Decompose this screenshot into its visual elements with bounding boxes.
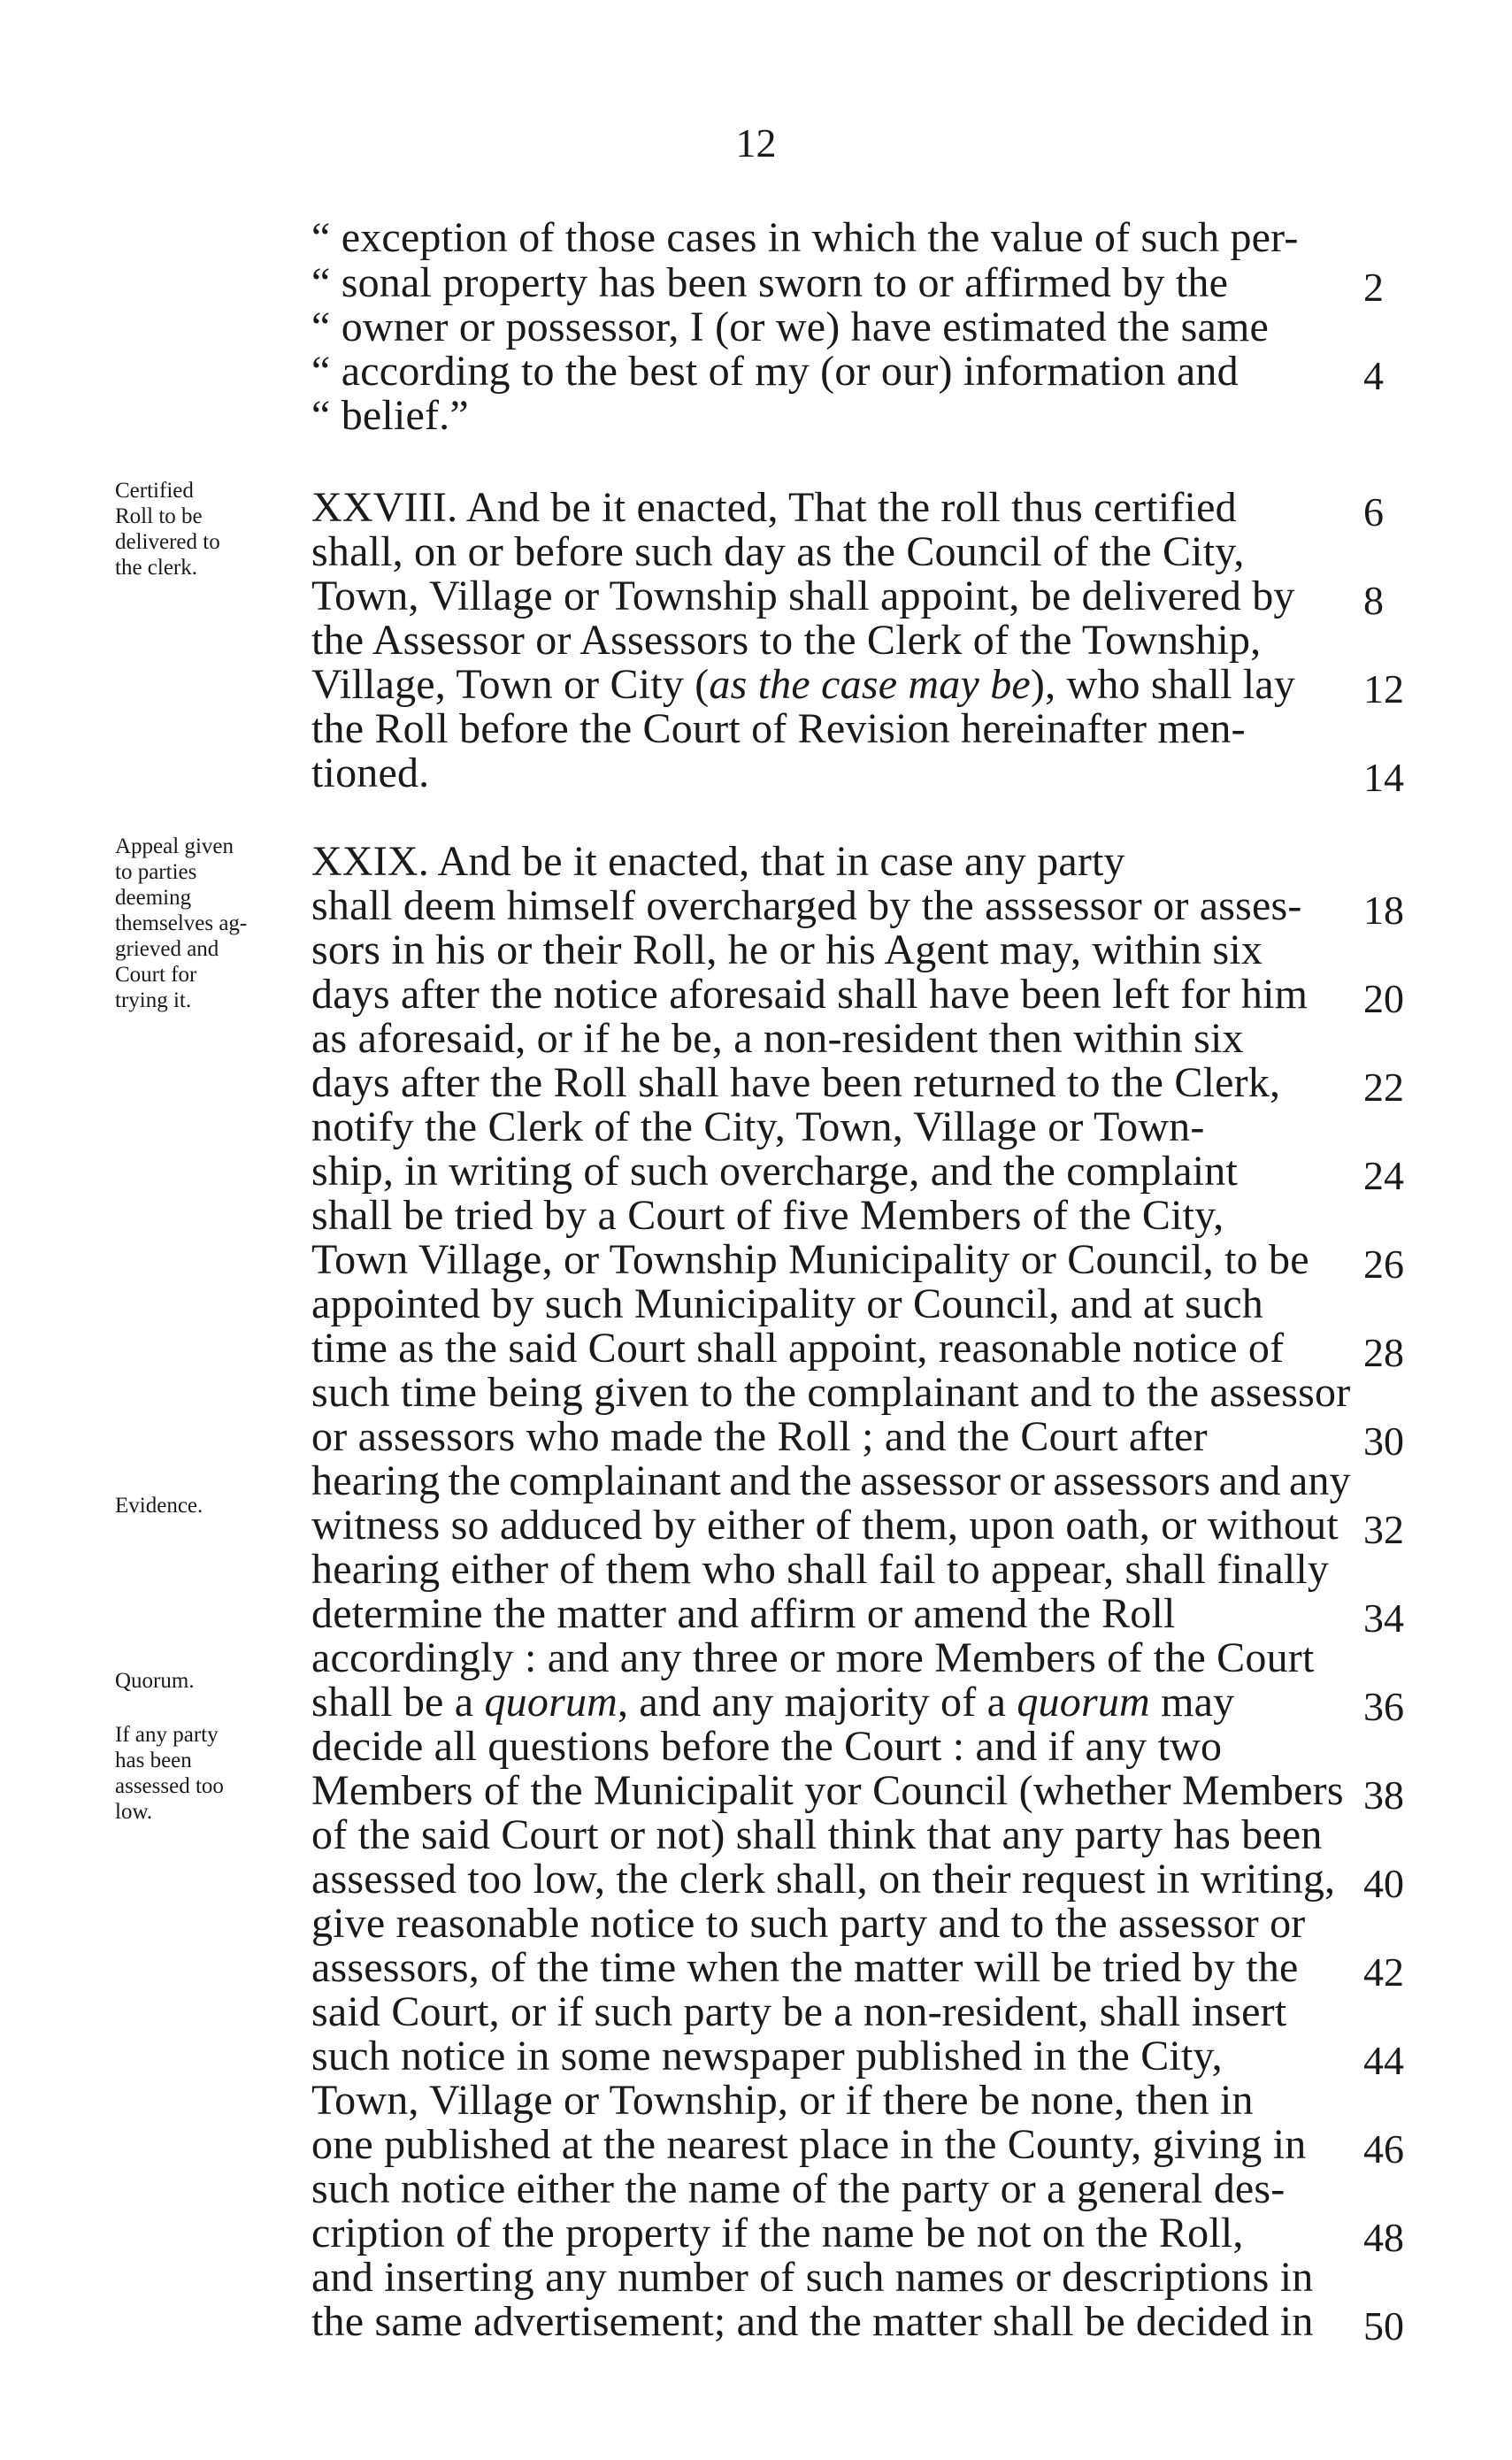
line-number: 8	[1363, 578, 1384, 623]
text-line: assessors, of the time when the matter will be tried by the	[311, 1944, 1299, 1991]
margin-note-evidence	[115, 1493, 292, 1518]
margin-note-assessed-too-low	[115, 1722, 292, 1825]
margin-note-line: low.	[115, 1800, 153, 1824]
text-line: “ belief.”	[311, 392, 469, 439]
text-line: determine the matter and affirm or amend the Roll	[311, 1590, 1176, 1637]
text-line: the Assessor or Assessors to the Clerk of the Township,	[311, 617, 1262, 664]
text-line: ship, in writing of such overcharge, and the complaint	[311, 1148, 1238, 1195]
line-number: 14	[1363, 755, 1404, 800]
text-line: shall deem himself overcharged by the asssessor or asses-	[311, 882, 1302, 929]
text-line: XXIX. And be it enacted, that in case any party	[311, 838, 1125, 885]
text-line: shall be a quorum, and any majority of a quorum may	[311, 1679, 1235, 1726]
text-line: one published at the nearest place in the County, giving in	[311, 2121, 1307, 2168]
margin-note-line: deeming	[115, 886, 192, 910]
line-number: 6	[1363, 489, 1384, 534]
margin-note-line: grieved and	[115, 937, 219, 961]
text-line: such notice either the name of the party or a general des-	[311, 2165, 1286, 2212]
margin-note-line: the clerk.	[115, 556, 198, 580]
text-line: of the said Court or not) shall think that any party has been	[311, 1811, 1323, 1858]
line-number: 20	[1363, 976, 1404, 1021]
margin-note-line: Roll to be	[115, 504, 203, 528]
text-line: witness so adduced by either of them, upon oath, or without	[311, 1502, 1339, 1549]
text-line: hearing the complainant and the assessor or assessors and any	[311, 1457, 1351, 1504]
line-number: 12	[1363, 666, 1404, 711]
text-line: the Roll before the Court of Revision hereinafter men-	[311, 705, 1246, 752]
margin-note-line: Evidence.	[115, 1494, 203, 1518]
text-line: notify the Clerk of the City, Town, Village or Town-	[311, 1103, 1205, 1150]
text-line: shall, on or before such day as the Council of the City,	[311, 528, 1245, 575]
text-line: days after the Roll shall have been returned to the Clerk,	[311, 1059, 1281, 1106]
line-number: 24	[1363, 1153, 1404, 1198]
line-number: 38	[1363, 1772, 1404, 1818]
margin-note-line: Court for	[115, 963, 197, 987]
text-line: Members of the Municipalit yor Council (whether Members	[311, 1767, 1344, 1814]
line-number: 50	[1363, 2303, 1404, 2349]
margin-note-line: Appeal given	[115, 834, 234, 858]
text-line: appointed by such Municipality or Council, and at such	[311, 1280, 1263, 1327]
text-line: the same advertisement; and the matter shall be decided in	[311, 2298, 1314, 2345]
text-line: Town, Village or Township, or if there be none, then in	[311, 2077, 1254, 2124]
text-line: decide all questions before the Court : and if any two	[311, 1723, 1223, 1770]
margin-note-line: trying it.	[115, 988, 192, 1012]
text-line: give reasonable notice to such party and to the assessor or	[311, 1900, 1306, 1947]
margin-note-line: delivered to	[115, 530, 220, 554]
text-line: “ sonal property has been sworn to or affirmed by the	[311, 259, 1229, 306]
text-line: assessed too low, the clerk shall, on their request in writing,	[311, 1856, 1336, 1903]
margin-note-line: Quorum.	[115, 1669, 195, 1693]
text-line: Town Village, or Township Municipality or Council, to be	[311, 1236, 1309, 1283]
line-number: 46	[1363, 2126, 1404, 2172]
text-line: cription of the property if the name be not on the Roll,	[311, 2210, 1244, 2256]
margin-note-certified	[115, 478, 292, 580]
line-number: 42	[1363, 1949, 1404, 1995]
text-line: tioned.	[311, 750, 430, 796]
margin-note-quorum	[115, 1668, 292, 1694]
line-number: 40	[1363, 1861, 1404, 1906]
line-number: 4	[1363, 353, 1384, 398]
line-number: 30	[1363, 1418, 1404, 1464]
text-line: shall be tried by a Court of five Members of the City,	[311, 1192, 1224, 1239]
line-number: 48	[1363, 2215, 1404, 2260]
text-line: sors in his or their Roll, he or his Agent may, within six	[311, 926, 1263, 973]
line-number: 22	[1363, 1065, 1404, 1110]
line-number: 18	[1363, 888, 1404, 933]
line-number: 28	[1363, 1330, 1404, 1375]
text-line: or assessors who made the Roll ; and the Court after	[311, 1413, 1208, 1460]
text-line: days after the notice aforesaid shall have been left for him	[311, 971, 1309, 1018]
margin-note-line: to parties	[115, 860, 197, 884]
text-line: such notice in some newspaper published in the City,	[311, 2033, 1223, 2079]
text-line: XXVIII. And be it enacted, That the roll thus certified	[311, 484, 1237, 531]
margin-note-line: assessed too	[115, 1774, 224, 1798]
text-line: Town, Village or Township shall appoint, be delivered by	[311, 573, 1295, 619]
margin-note-line: themselves ag-	[115, 911, 248, 935]
text-line: hearing either of them who shall fail to appear, shall finally	[311, 1546, 1330, 1593]
line-number: 2	[1363, 265, 1384, 310]
line-number: 44	[1363, 2038, 1404, 2083]
text-line: and inserting any number of such names or descriptions in	[311, 2254, 1314, 2301]
margin-note-line: Certified	[115, 479, 194, 503]
text-line: “ according to the best of my (or our) information and	[311, 348, 1239, 395]
text-line: “ exception of those cases in which the value of such per-	[311, 214, 1299, 261]
line-number: 36	[1363, 1684, 1404, 1729]
line-number: 26	[1363, 1242, 1404, 1287]
text-line: Village, Town or City (as the case may be), who shall lay	[311, 661, 1296, 708]
margin-note-line: has been	[115, 1749, 192, 1772]
text-line: such time being given to the complainant and to the assessor	[311, 1369, 1351, 1416]
text-line: “ owner or possessor, I (or we) have estimated the same	[311, 304, 1270, 350]
line-number: 32	[1363, 1507, 1404, 1552]
line-number: 34	[1363, 1595, 1404, 1641]
margin-note-appeal	[115, 834, 292, 1013]
text-line: said Court, or if such party be a non-resident, shall insert	[311, 1988, 1287, 2035]
text-line: accordingly : and any three or more Members of the Court	[311, 1634, 1315, 1681]
page-number: 12	[735, 120, 777, 165]
text-line: time as the said Court shall appoint, reasonable notice of	[311, 1325, 1285, 1372]
margin-note-line: If any party	[115, 1723, 219, 1747]
text-line: as aforesaid, or if he be, a non-resident then within six	[311, 1015, 1244, 1062]
